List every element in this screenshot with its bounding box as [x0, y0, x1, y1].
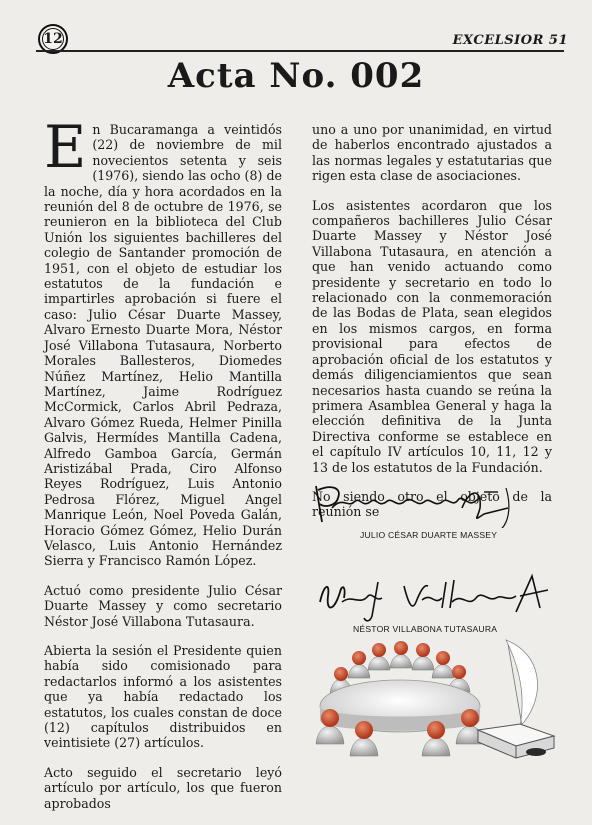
- reading-paragraph: Acto seguido el secretario leyó artículo por artículo, los que fueron aprobados: [44, 764, 282, 811]
- header-rule: [36, 50, 564, 52]
- meeting-table-with-quill-and-book-illustration: [310, 634, 556, 764]
- session-paragraph: Abierta la sesión el Presidente quien había sido comisionado para redactarlos informó a los asistentes que ya había redactado los estatutos, los cuales constan de doce (12) capítulos distribuidos en veintisiete (27) artículos.: [44, 643, 282, 751]
- drop-cap: E: [44, 113, 87, 181]
- intro-text: n Bucaramanga a veintidós (22) de noviembre de mil novecientos setenta y seis (1976), siendo las ocho (8) de la noche, día y hora acordados en la reunión del 8 de octubre de 1976, se reunieron en la biblioteca del Club Unión los siguientes bachilleres del colegio de Santander promoción de 1951, con el objeto de estudiar los estatutos de la fundación e impartirles aprobación si fuere el caso: Julio César Duarte Massey, Alvaro Ernesto Duarte Mora, Néstor José Villabona Tutasaura, Norberto Morales Ballesteros, Diomedes Núñez Martínez, Helio Mantilla Martínez, Jaime Rodríguez McCormick, Carlos Abril Pedraza, Alvaro Gómez Rueda, Helmer Pinilla Galvis, Hermídes Mantilla Cadena, Alfredo Gamboa García, Germán Aristizábal Prada, Ciro Alfonso Reyes Rodríguez, Luis Antonio Pedrosa Flórez, Miguel Angel Manrique León, Noel Poveda Galán, Horacio Gómez Gómez, Helio Durán Velasco, Luis Antonio Hernández Sierra y Francisco Ramón López.: [44, 122, 282, 569]
- page-title: Acta No. 002: [167, 56, 425, 96]
- closing-paragraph: No siendo otro el objeto de la reunión se: [312, 488, 552, 520]
- election-paragraph: Los asistentes acordaron que los compañeros bachilleres Julio César Duarte Massey y Néstor José Villabona Tutasaura, en atención a que han venido actuando como presidente y secretario en todo lo relacionado con la conmemoración de las Bodas de Plata, sean elegidos en los mismos cargos, en forma provisional para efectos de aprobación oficial de los estatutos y demás diligenciamientos que sean necesarios hasta cuando se reúna la primera Asamblea General y haga la elección definitiva de la Junta Directiva conforme se establece en el capítulo IV artículos 10, 11, 12 y 13 de los estatutos de la Fundación.: [312, 197, 552, 475]
- signature-name-1: JULIO CÉSAR DUARTE MASSEY: [360, 530, 498, 540]
- right-column: [312, 122, 552, 534]
- approval-paragraph: uno a uno por unanimidad, en virtud de haberlos encontrado ajustados a las normas legales y estatutarias que rigen esta clase de asociaciones.: [312, 122, 552, 184]
- publication-name: EXCELSIOR 51: [452, 33, 568, 48]
- president-paragraph: Actuó como presidente Julio César Duarte Massey y como secretario Néstor José Villabona Tutasaura.: [44, 582, 282, 629]
- intro-paragraph: [44, 113, 282, 569]
- left-column: [44, 113, 282, 825]
- signature-name-2: NÉSTOR VILLABONA TUTASAURA: [353, 624, 498, 634]
- page-number: 12: [43, 31, 63, 47]
- signature-villabona: [312, 572, 552, 624]
- signature-duarte-massey: [312, 478, 512, 528]
